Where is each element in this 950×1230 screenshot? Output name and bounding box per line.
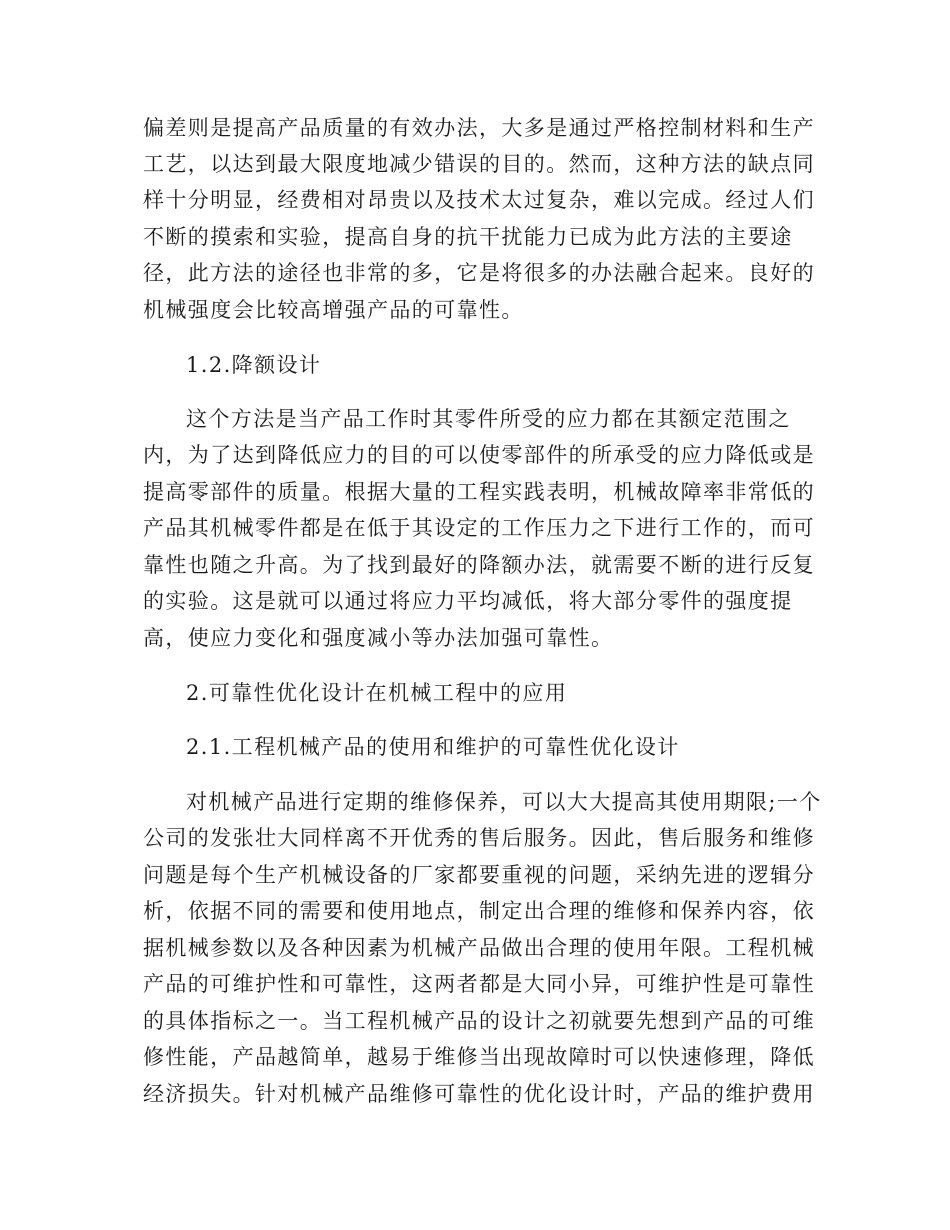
paragraph-3-line-6: 产品的可维护性和可靠性，这两者都是大同小异，可维护性是可靠性 — [143, 972, 815, 996]
paragraph-1-line-4: 不断的摸索和实验，提高自身的抗干扰能力已成为此方法的主要途 — [143, 225, 793, 249]
paragraph-2-line-5: 靠性也随之升高。为了找到最好的降额办法，就需要不断的进行反复 — [143, 553, 815, 577]
paragraph-3-line-1: 对机械产品进行定期的维修保养，可以大大提高其使用期限;一个 — [186, 790, 822, 814]
section-heading-1-2: 1.2.降额设计 — [186, 353, 322, 377]
paragraph-3-line-3: 问题是每个生产机械设备的厂家都要重视的问题，采纳先进的逻辑分 — [143, 863, 815, 887]
paragraph-3-line-4: 析，依据不同的需要和使用地点，制定出合理的维修和保养内容，依 — [143, 899, 815, 923]
paragraph-1-line-1: 偏差则是提高产品质量的有效办法，大多是通过严格控制材料和生产 — [143, 116, 815, 140]
paragraph-3-line-9: 经济损失。针对机械产品维修可靠性的优化设计时，产品的维护费用 — [143, 1082, 815, 1106]
paragraph-2-line-2: 内，为了达到降低应力的目的可以使零部件的所承受的应力降低或是 — [143, 443, 815, 467]
paragraph-3-line-7: 的具体指标之一。当工程机械产品的设计之初就要先想到产品的可维 — [143, 1009, 815, 1033]
paragraph-2-line-4: 产品其机械零件都是在低于其设定的工作压力之下进行工作的，而可 — [143, 516, 815, 540]
paragraph-1-line-6: 机械强度会比较高增强产品的可靠性。 — [143, 298, 524, 322]
paragraph-3-line-2: 公司的发张壮大同样离不开优秀的售后服务。因此，售后服务和维修 — [143, 826, 815, 850]
paragraph-1-line-2: 工艺，以达到最大限度地减少错误的目的。然而，这种方法的缺点同 — [143, 152, 815, 176]
paragraph-1-line-5: 径，此方法的途径也非常的多，它是将很多的办法融合起来。良好的 — [143, 261, 815, 285]
paragraph-3-line-8: 修性能，产品越简单，越易于维修当出现故障时可以快速修理，降低 — [143, 1045, 815, 1069]
paragraph-2-line-1: 这个方法是当产品工作时其零件所受的应力都在其额定范围之 — [186, 407, 791, 431]
paragraph-2-line-7: 高，使应力变化和强度减小等办法加强可靠性。 — [143, 626, 614, 650]
paragraph-2-line-3: 提高零部件的质量。根据大量的工程实践表明，机械故障率非常低的 — [143, 480, 815, 504]
paragraph-1-line-3: 样十分明显，经费相对昂贵以及技术太过复杂，难以完成。经过人们 — [143, 188, 815, 212]
section-heading-2-1: 2.1.工程机械产品的使用和维护的可靠性优化设计 — [186, 735, 680, 759]
section-heading-2: 2.可靠性优化设计在机械工程中的应用 — [186, 681, 568, 705]
paragraph-3-line-5: 据机械参数以及各种因素为机械产品做出合理的使用年限。工程机械 — [143, 936, 815, 960]
paragraph-2-line-6: 的实验。这是就可以通过将应力平均减低，将大部分零件的强度提 — [143, 589, 793, 613]
